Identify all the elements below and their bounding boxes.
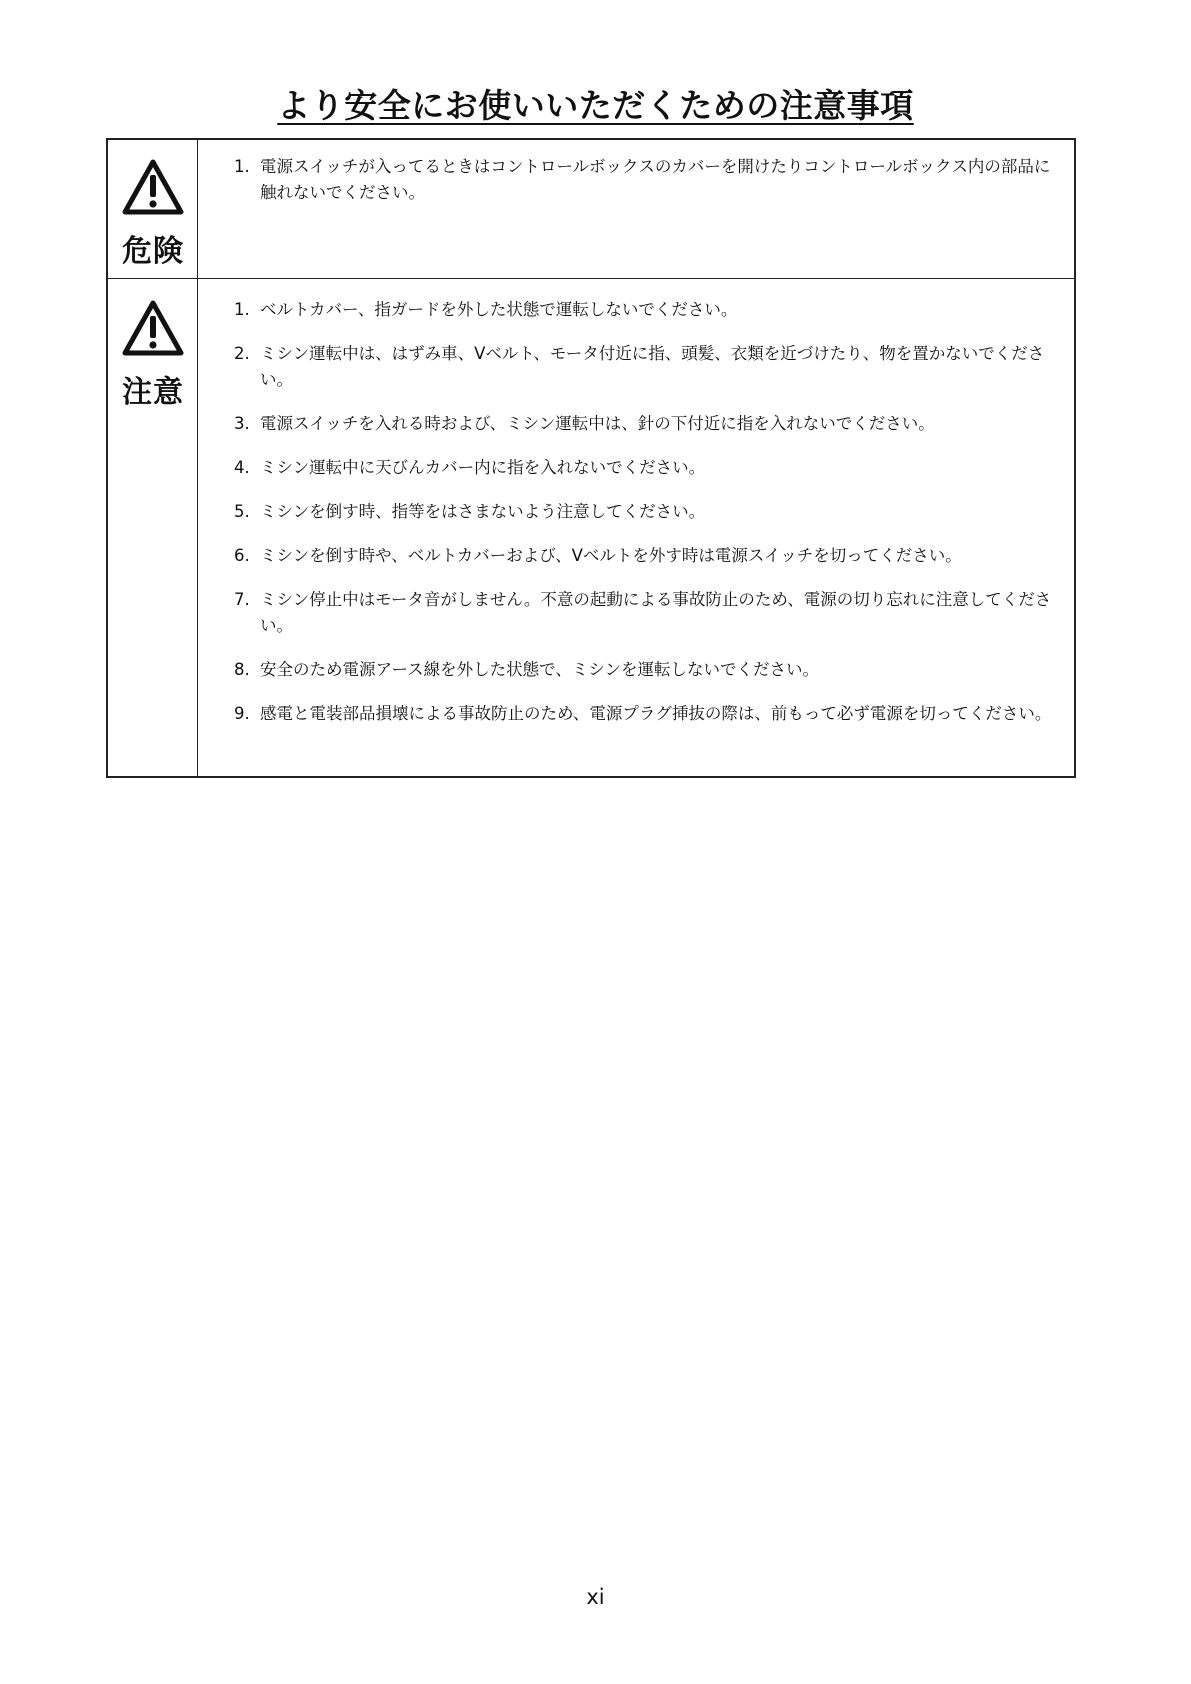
item-text: 電源スイッチを入れる時および、ミシン運転中は、針の下付近に指を入れないでください。 [260, 414, 935, 433]
item-text: ミシン運転中は、はずみ車、Vベルト、モータ付近に指、頭髪、衣類を近づけたり、物を置かないでください。 [260, 344, 1045, 389]
item-number: 5. [234, 502, 250, 521]
danger-items [198, 140, 1074, 278]
list-item [234, 499, 1062, 525]
warning-triangle-icon [121, 299, 185, 357]
danger-icon-cell [108, 140, 198, 278]
item-number: 9. [234, 704, 250, 723]
item-number: 6. [234, 546, 250, 565]
list-item [234, 455, 1062, 481]
item-number: 8. [234, 660, 250, 679]
item-text: ベルトカバー、指ガードを外した状態で運転しないでください。 [260, 300, 738, 319]
list-item [234, 587, 1062, 639]
list-item [234, 154, 1062, 206]
item-text: ミシンを倒す時や、ベルトカバーおよび、Vベルトを外す時は電源スイッチを切ってください。 [260, 546, 962, 565]
list-item [234, 297, 1062, 323]
caution-section [108, 279, 1074, 776]
page-number: xi [586, 1585, 605, 1609]
list-item [234, 701, 1062, 727]
item-text: ミシン停止中はモータ音がしません。不意の起動による事故防止のため、電源の切り忘れに注意してください。 [260, 590, 1052, 635]
item-text: 安全のため電源アース線を外した状態で、ミシンを運転しないでください。 [260, 660, 819, 679]
caution-label: 注意 [122, 375, 184, 410]
warning-triangle-icon [121, 158, 185, 216]
safety-notice-table [106, 138, 1076, 778]
item-number: 3. [234, 414, 250, 433]
item-number: 1. [234, 157, 250, 176]
list-item [234, 543, 1062, 569]
danger-label: 危険 [122, 234, 184, 269]
list-item [234, 341, 1062, 393]
item-number: 2. [234, 344, 250, 363]
list-item [234, 411, 1062, 437]
danger-section [108, 140, 1074, 279]
caution-items [198, 279, 1074, 776]
list-item [234, 657, 1062, 683]
item-text: ミシン運転中に天びんカバー内に指を入れないでください。 [260, 458, 706, 477]
caution-icon-cell [108, 279, 198, 776]
page-title: より安全にお使いいただくための注意事項 [277, 86, 914, 125]
item-text: 感電と電装部品損壊による事故防止のため、電源プラグ挿抜の際は、前もって必ず電源を切ってください。 [260, 704, 1052, 723]
item-number: 1. [234, 300, 250, 319]
item-number: 7. [234, 590, 250, 609]
item-text: 電源スイッチが入ってるときはコントロールボックスのカバーを開けたりコントロールボックス内の部品に触れないでください。 [260, 157, 1051, 202]
item-text: ミシンを倒す時、指等をはさまないよう注意してください。 [260, 502, 706, 521]
item-number: 4. [234, 458, 250, 477]
